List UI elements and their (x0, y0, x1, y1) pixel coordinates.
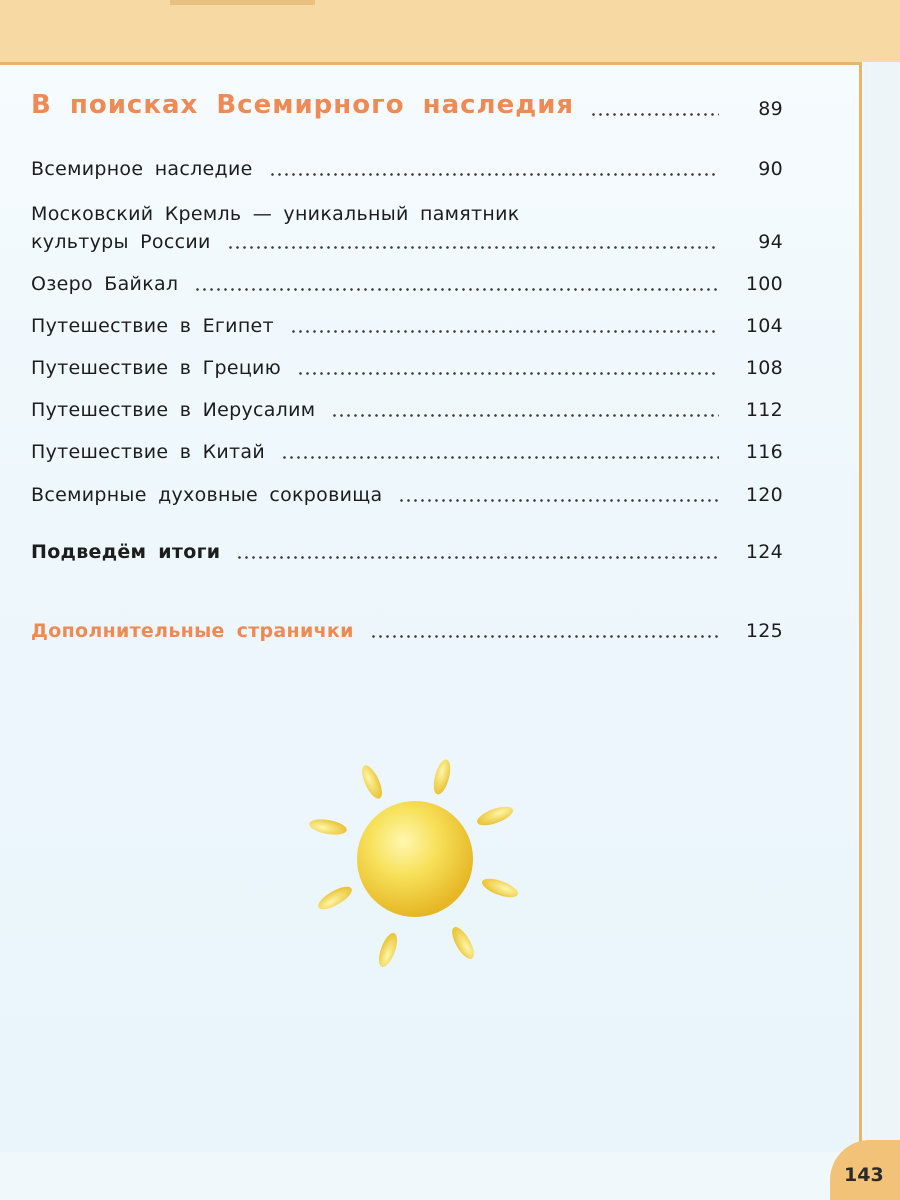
page-ref: 120 (745, 484, 783, 506)
dot-leader (398, 499, 719, 502)
page-ref: 112 (745, 399, 783, 421)
entry-title: Путешествие в Грецию (31, 357, 282, 379)
entry-title: Всемирное наследие (31, 158, 253, 180)
toc-entry[interactable] (31, 484, 783, 506)
toc-entry[interactable] (31, 158, 783, 180)
toc-entry[interactable] (31, 441, 783, 463)
sun-icon (300, 755, 530, 985)
toc-extra-pages[interactable] (31, 620, 783, 642)
dot-leader (281, 456, 719, 459)
toc-entry[interactable] (31, 231, 783, 253)
page-ref: 125 (745, 620, 783, 642)
dot-leader (297, 372, 719, 375)
page-ref: 116 (745, 441, 783, 463)
dot-leader (370, 635, 719, 638)
page-ref: 124 (745, 541, 783, 563)
entry-title-line1[interactable]: Московский Кремль — уникальный памятник (31, 203, 520, 225)
dot-leader (269, 173, 719, 176)
toc-section-heading[interactable] (31, 90, 783, 120)
entry-title: Всемирные духовные сокровища (31, 484, 383, 506)
page-ref: 89 (758, 98, 783, 120)
dot-leader (290, 330, 719, 333)
summary-title: Подведём итоги (31, 541, 221, 563)
entry-title: Путешествие в Китай (31, 441, 265, 463)
dot-leader (227, 246, 719, 249)
page-number: 143 (830, 1140, 900, 1200)
toc-summary[interactable] (31, 541, 783, 563)
entry-title: Озеро Байкал (31, 273, 179, 295)
section-title: В поисках Всемирного наследия (31, 90, 575, 120)
dot-leader (331, 414, 719, 417)
entry-title: Путешествие в Иерусалим (31, 399, 316, 421)
toc-entry[interactable] (31, 357, 783, 379)
entry-title: культуры России (31, 231, 211, 253)
page-ref: 108 (745, 357, 783, 379)
dot-leader (590, 113, 719, 116)
toc-entry[interactable] (31, 399, 783, 421)
extra-title: Дополнительные странички (31, 620, 354, 642)
entry-title: Путешествие в Египет (31, 315, 274, 337)
content-frame (0, 62, 862, 1152)
toc-entry[interactable] (31, 315, 783, 337)
dot-leader (236, 556, 719, 559)
page-edge (865, 62, 900, 1162)
page-ref: 100 (745, 273, 783, 295)
dot-leader (194, 288, 719, 291)
page-ref: 90 (758, 158, 783, 180)
page-ref: 94 (758, 231, 783, 253)
top-band (0, 0, 900, 62)
page-ref: 104 (745, 315, 783, 337)
toc-entry[interactable] (31, 273, 783, 295)
